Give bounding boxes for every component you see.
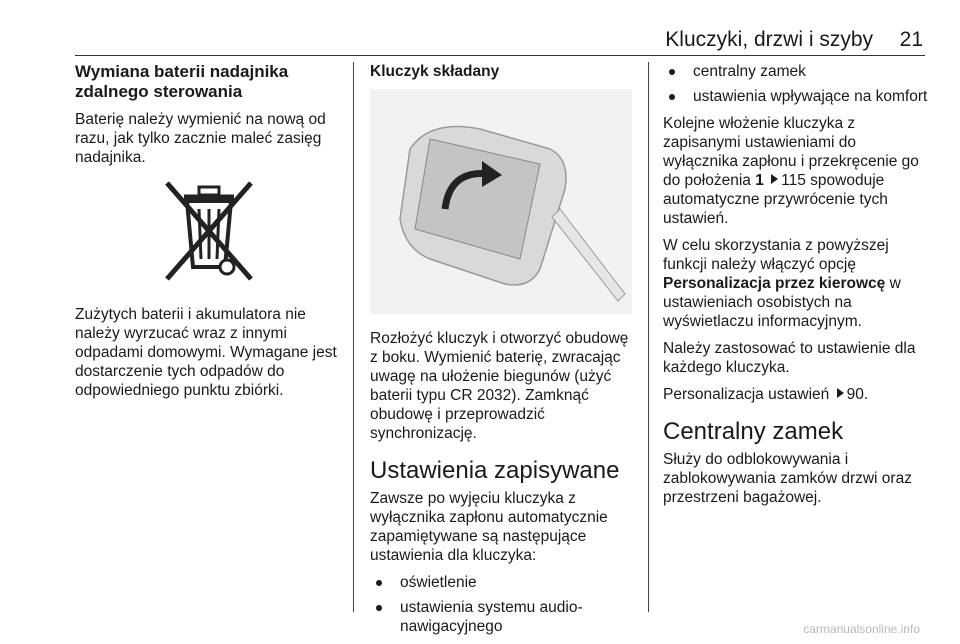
- crossed-bin-icon: [149, 175, 269, 290]
- list-item: centralny zamek: [663, 62, 928, 81]
- list-item: ustawienia systemu audio-nawigacyjnego: [370, 598, 635, 636]
- personalization-ref-paragraph: Personalizacja ustawień 90.: [663, 386, 869, 403]
- column-3: [663, 62, 928, 515]
- battery-heading: Wymiana baterii nadajnika zdalnego sterowania: [75, 62, 289, 101]
- folding-key-heading: Kluczyk składany: [370, 63, 500, 80]
- page-ref-icon: [771, 174, 778, 184]
- recycle-figure: [75, 175, 343, 295]
- battery-paragraph: Baterię należy wymienić na nową od razu, jak tylko zacznie maleć zasięg nadajnika.: [75, 111, 326, 166]
- list-item: ustawienia wpływające na komfort: [663, 87, 928, 106]
- personalization-paragraph: W celu skorzystania z powyższej funkcji należy włączyć opcję Personalizacja przez kierowcę w ustawieniach osobistych na wyświetlaczu informacyjnym.: [663, 237, 901, 330]
- header-divider: [75, 55, 925, 56]
- chapter-title: Kluczyki, drzwi i szyby: [665, 28, 873, 51]
- saved-settings-paragraph: Zawsze po wyjęciu kluczyka z wyłącznika zapłonu automatycznie zapamiętywane są następujące ustawienia dla kluczyka:: [370, 490, 608, 564]
- each-key-paragraph: Należy zastosować to ustawienie dla każdego kluczyka.: [663, 340, 916, 376]
- column-2: [370, 62, 635, 644]
- bullet-icon: [669, 69, 675, 75]
- page-ref-icon: [837, 388, 844, 398]
- key-figure: [370, 89, 635, 319]
- column-divider-1: [353, 62, 354, 612]
- saved-settings-list-cont: [663, 62, 928, 106]
- column-1: [75, 62, 343, 408]
- page-header: [75, 28, 925, 52]
- folding-key-icon: [370, 89, 632, 314]
- folding-key-paragraph: Rozłożyć kluczyk i otworzyć obudowę z boku. Wymienić baterię, zwracając uwagę na ułożenie biegunów (użyć baterii typu CR 2032). Zamknąć obudowę i przeprowadzić synchronizację.: [370, 330, 629, 442]
- page-number: 21: [899, 28, 923, 51]
- watermark: carmanualsonline.info: [803, 622, 920, 636]
- disposal-paragraph: Zużytych baterii i akumulatora nie należy wyrzucać wraz z innymi odpadami domowymi. Wymagane jest dostarczenie tych odpadów do odpowiedniego punktu zbiórki.: [75, 306, 337, 399]
- restore-paragraph: Kolejne włożenie kluczyka z zapisanymi ustawieniami do wyłącznika zapłonu i przekręcenie go do położenia 1 115 spowoduje automatyczne przywrócenie tych ustawień.: [663, 115, 919, 227]
- bullet-icon: [376, 580, 382, 586]
- list-item: oświetlenie: [370, 573, 635, 592]
- central-lock-heading: Centralny zamek: [663, 418, 844, 445]
- saved-settings-heading: Ustawienia zapisywane: [370, 457, 620, 484]
- central-lock-paragraph: Służy do odblokowywania i zablokowywania zamków drzwi oraz przestrzeni bagażowej.: [663, 451, 912, 506]
- bullet-icon: [669, 94, 675, 100]
- saved-settings-list: [370, 573, 635, 636]
- bullet-icon: [376, 605, 382, 611]
- column-divider-2: [648, 62, 649, 612]
